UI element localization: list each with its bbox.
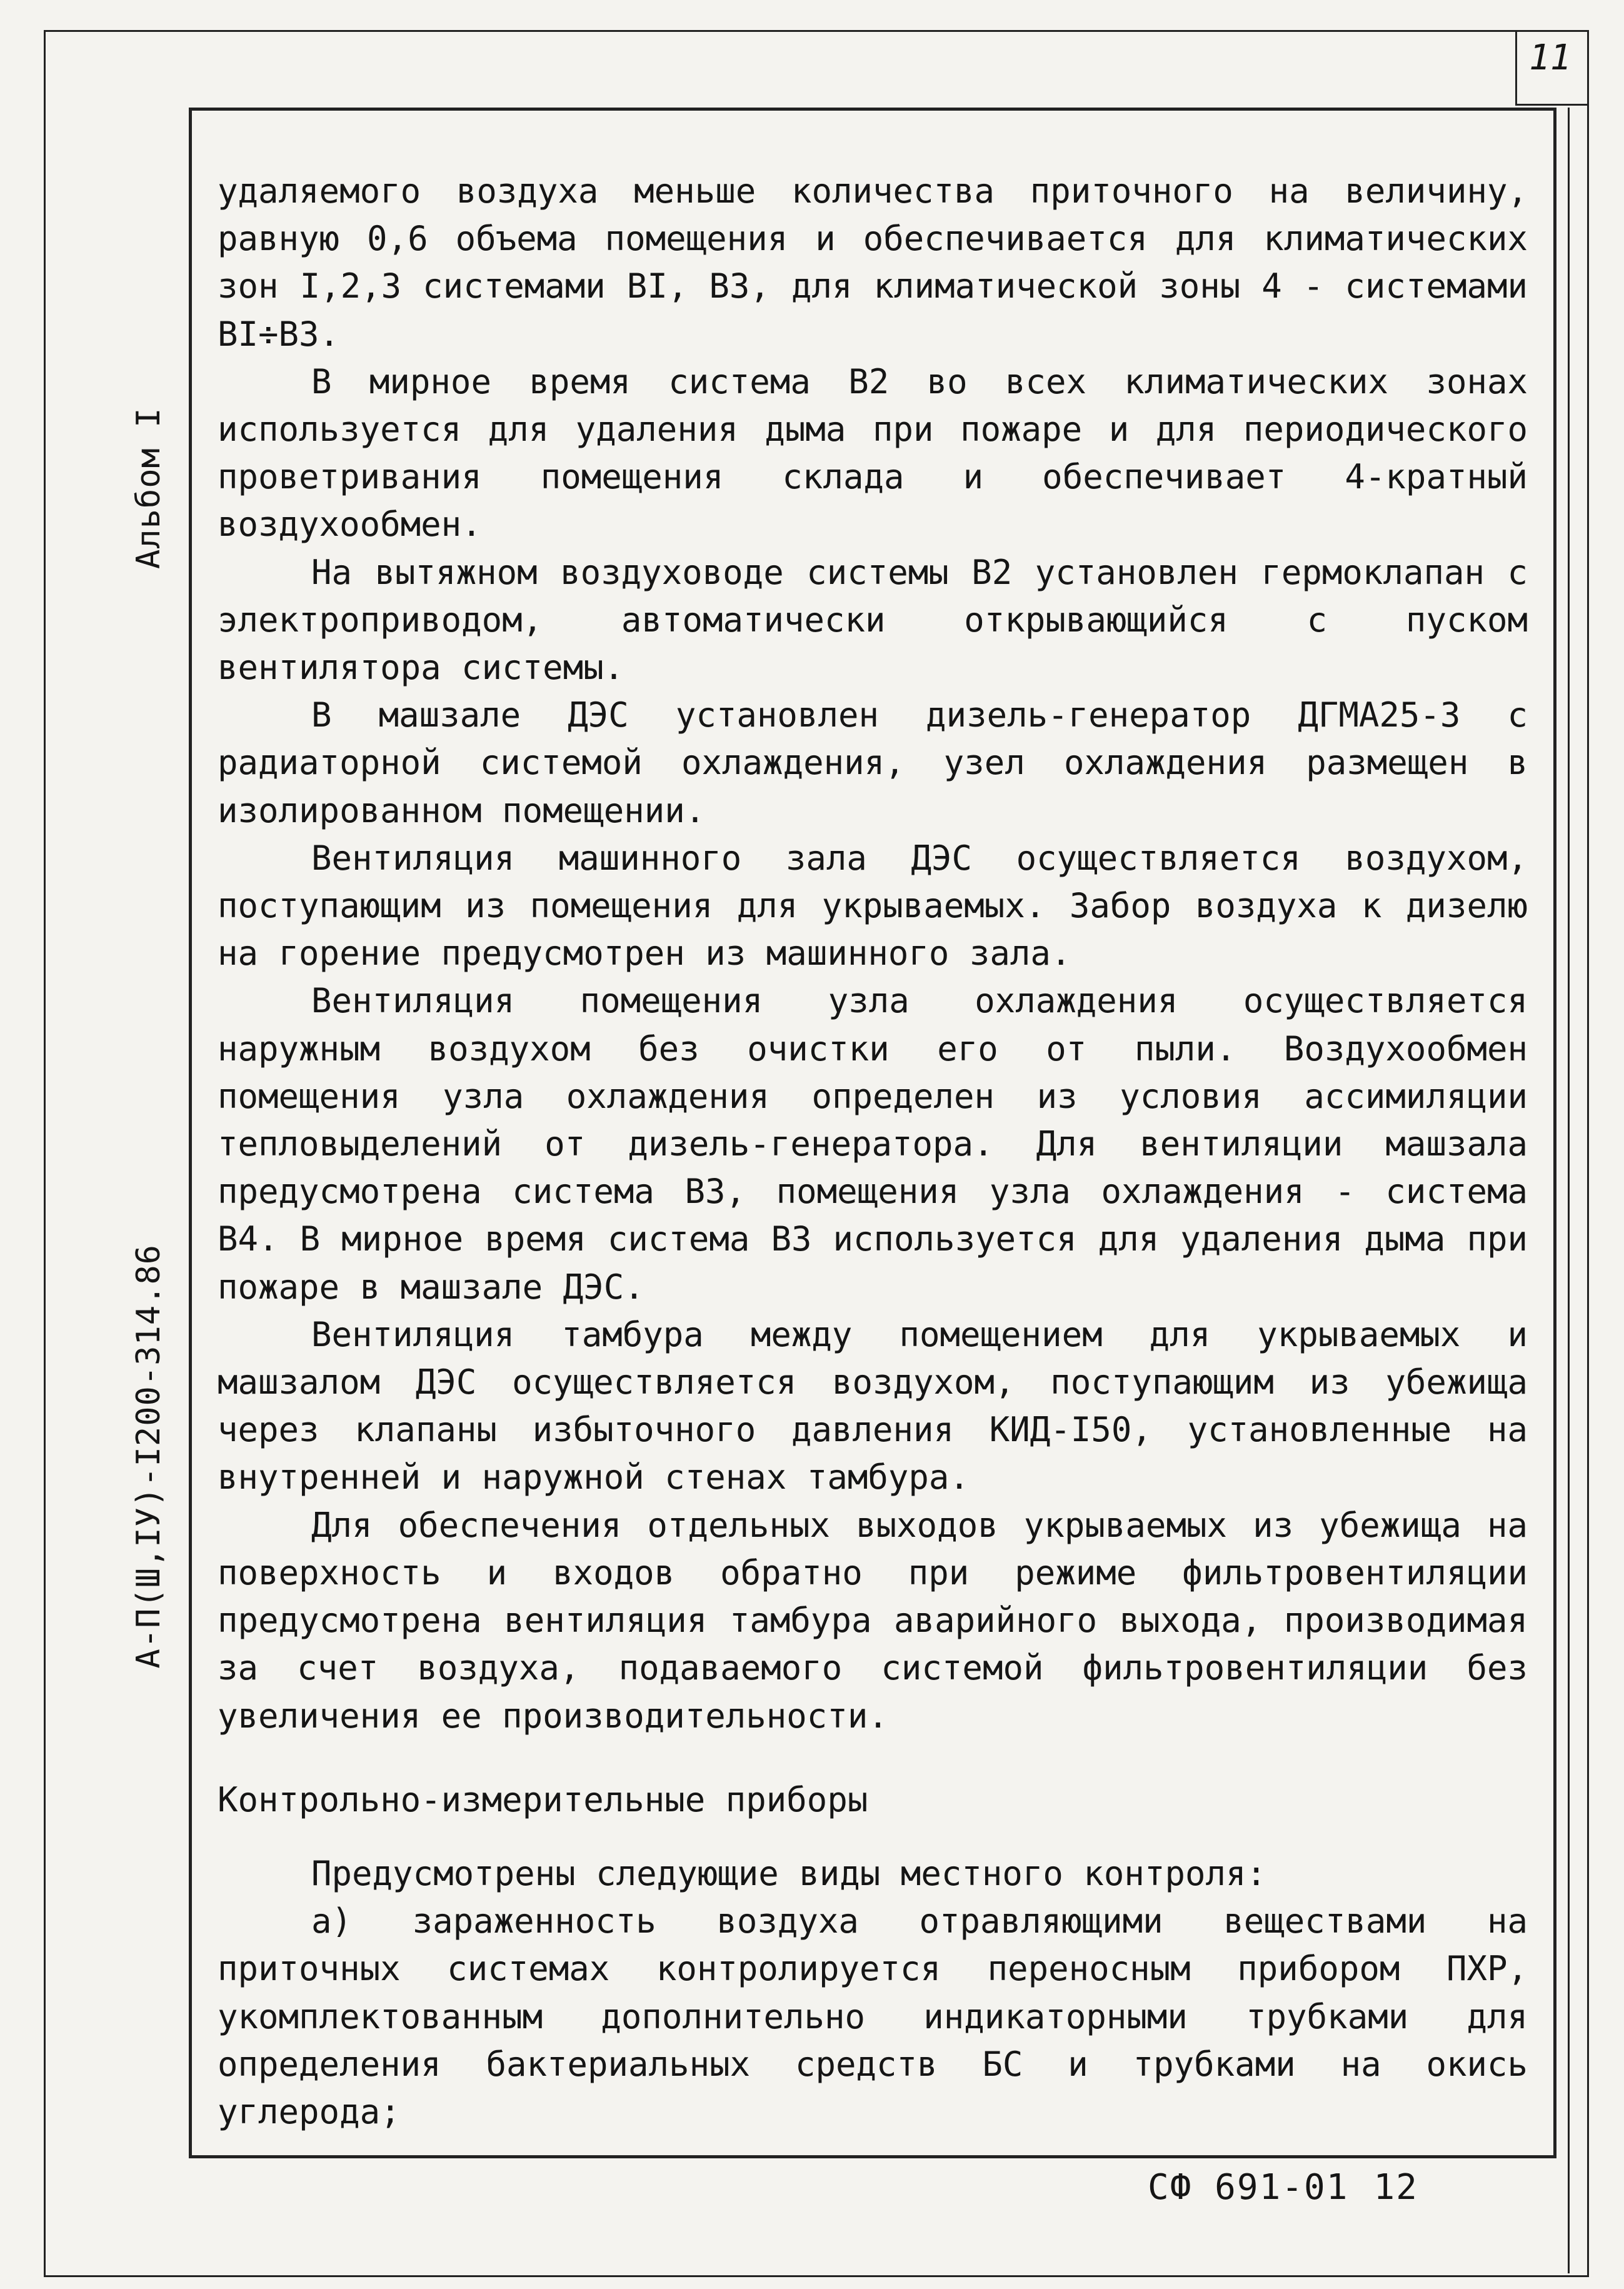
paragraph-10: а) зараженность воздуха отравляющими веществами на приточных системах контролируется переносным прибором ПХР, укомплектованным дополнительно индикаторными трубками для определения бактериальных средств БС и трубками на окись углерода; xyxy=(218,1901,1528,2131)
paragraph-3: На вытяжном воздуховоде системы B2 установлен гермоклапан с электроприводом, автоматически открывающийся с пуском вентилятора системы. xyxy=(218,552,1528,688)
paragraph-2: В мирное время система B2 во всех климатических зонах используется для удаления дыма при пожаре и для периодического проветривания помещения склада и обеспечивает 4-кратный воздухообмен. xyxy=(218,361,1528,545)
footer-sheet: 12 xyxy=(1373,2167,1418,2208)
sidebar-code: А-П(Ш,IУ)-I200-314.86 xyxy=(130,1244,168,1669)
page-number: 11 xyxy=(1529,38,1571,78)
paragraph-4: В машзале ДЭС установлен дизель-генератор ДГМА25-3 с радиаторной системой охлаждения, узел охлаждения размещен в изолированном помещении. xyxy=(218,695,1528,830)
footer-code: СФ 691-01 xyxy=(1148,2167,1349,2208)
paragraph-8: Для обеспечения отдельных выходов укрываемых из убежища на поверхность и входов обратно при режиме фильтровентиляции предусмотрена вентиляция тамбура аварийного выхода, производимая за счет воздуха, подаваемого системой фильтровентиляции без увеличения ее производительности. xyxy=(218,1505,1528,1736)
document-body xyxy=(218,168,1528,2136)
footer-stamp xyxy=(1148,2167,1418,2208)
paragraph-6: Вентиляция помещения узла охлаждения осуществляется наружным воздухом без очистки его от пыли. Воздухообмен помещения узла охлаждения определен из условия ассимиляции тепловыделений от дизель-генератора. Для вентиляции машзала предусмотрена система B3, помещения узла охлаждения - система B4. В мирное время система B3 используется для удаления дыма при пожаре в машзале ДЭС. xyxy=(218,981,1528,1307)
paragraph-1: удаляемого воздуха меньше количества приточного на величину, равную 0,6 объема помещения и обеспечивается для климатических зон I,2,3 системами BI, B3, для климатической зоны 4 - системами BI÷B3. xyxy=(218,171,1528,354)
sidebar-album: Альбом I xyxy=(130,407,168,569)
paragraph-9: Предусмотрены следующие виды местного контроля: xyxy=(311,1853,1267,1893)
right-border-rule xyxy=(1568,108,1570,2273)
sidebar-stamp xyxy=(130,408,168,1669)
section-heading: Контрольно-измерительные приборы xyxy=(218,1779,868,1819)
paragraph-5: Вентиляция машинного зала ДЭС осуществляется воздухом, поступающим из помещения для укрываемых. Забор воздуха к дизелю на горение предусмотрен из машинного зала. xyxy=(218,838,1528,973)
paragraph-7: Вентиляция тамбура между помещением для укрываемых и машзалом ДЭС осуществляется воздухом, поступающим из убежища через клапаны избыточного давления КИД-I50, установленные на внутренней и наружной стенах тамбура. xyxy=(218,1314,1528,1497)
